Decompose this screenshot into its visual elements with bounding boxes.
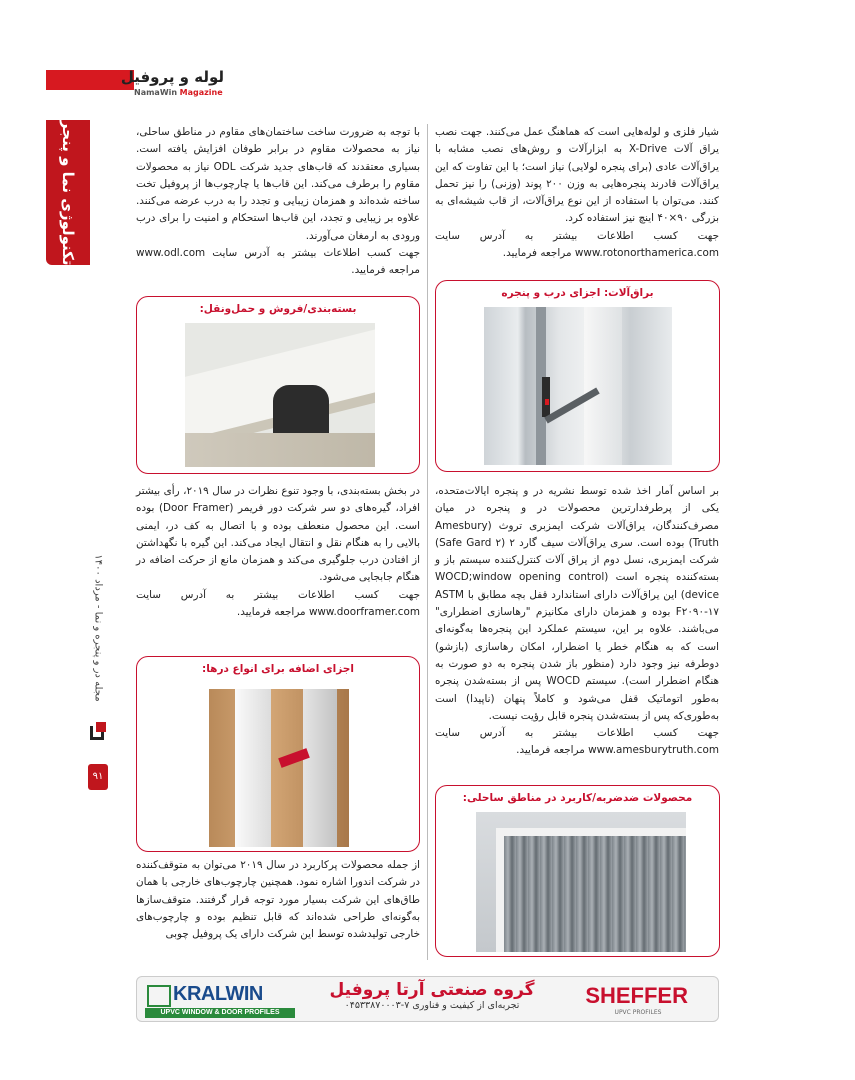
door-photo [209,689,349,847]
sheffer-logo [585,983,688,1017]
ad-subtitle: تجربه‌ای از کیفیت و فناوری ۷-۰۴۵۳۳۸۷۰۰۰۳ [344,1000,520,1011]
link-line: جهت کسب اطلاعات بیشتر به آدرس سایت www.amesburytruth.com مراجعه فرمایید. [435,725,719,760]
figure-caption: محصولات ضدضربه/کاربرد در مناطق ساحلی: [462,792,693,804]
right-column-body [435,483,719,760]
figure-impact-window [435,785,720,957]
left-column-intro [136,124,420,280]
figure-packaging [136,296,420,474]
link-url[interactable]: www.amesburytruth.com [588,744,719,757]
link-url[interactable]: www.doorframer.com [308,606,420,619]
magazine-mark-icon [86,722,110,752]
link-url[interactable]: www.rotonorthamerica.com [574,247,719,260]
page-number: ۹۱ [88,764,108,790]
link-line: جهت کسب اطلاعات بیشتر به آدرس سایت www.doorframer.com مراجعه فرمایید. [136,587,420,622]
kralwin-name: KRALWIN [173,983,263,1005]
section-tab [46,110,90,265]
figure-caption: براق‌آلات: اجزای درب و پنجره [501,287,654,299]
logo-subtitle [134,88,223,97]
logo-brand: NamaWin [134,88,178,97]
paragraph: از جمله محصولات پرکاربرد در سال ۲۰۱۹ می‌توان به متوقف‌کننده در شرکت اندورا اشاره نمود. همچنین چارچوب‌های خارجی با همان طاق‌های این شرکت بسیار مورد توجه قرار گرفتند. متوقف‌سازها به‌گونه‌ای طراحی شده‌اند که قابل تنظیم بوده و چارچوب‌های خارجی تولیدشده توسط این شرکت دارای یک پروفیل چوبی [136,859,420,941]
ad-title: گروه صنعتی آرتا پروفیل [329,980,535,1000]
sheffer-tagline: UPVC PROFILES [614,1009,662,1016]
right-column-intro [435,124,719,262]
window-photo [476,812,686,952]
logo-title: لوله و پروفیل [120,68,224,86]
paragraph: با توجه به ضرورت ساخت ساختمان‌های مقاوم در مناطق ساحلی، نیاز به محصولات مقاوم در برابر طوفان افزایش یافته است. بسیاری معتقدند که قاب‌های جدید شرکت ODL نیاز به محصولات مقاوم را برطرف می‌کند. این قاب‌ها یا چارچوب‌ها از پروفیل تخت ساخته شده‌اند و همزمان زیبایی و تجدد را به درب عرضه می‌کنند. علاوه بر زیبایی و تجدد، این قاب‌ها استحکام و امنیت را برای درب ورودی به ارمغان می‌آورند. [136,126,420,242]
section-tab-label: تکنولوژی نما و پنجره [59,110,77,265]
advertisement-banner[interactable] [136,976,719,1022]
link-url[interactable]: www.odl.com [136,247,206,260]
issue-info [88,540,108,715]
left-column-body [136,483,420,621]
kralwin-tagline: UPVC WINDOW & DOOR PROFILES [145,1008,295,1018]
magazine-logo [46,68,224,98]
window-icon [147,985,171,1007]
kralwin-logo [145,983,295,1017]
sheffer-name: SHEFFER [585,983,688,1008]
hardware-photo [484,307,672,465]
link-line: جهت کسب اطلاعات بیشتر به آدرس سایت www.rotonorthamerica.com مراجعه فرمایید. [435,228,719,263]
column-divider [427,124,428,960]
ad-company [307,980,557,1011]
figure-caption: بسته‌بندی/فروش و حمل‌ونقل: [199,303,357,315]
paragraph: در بخش بسته‌بندی، با وجود تنوع نظرات در سال ۲۰۱۹، رأی بیشتر افراد، گیره‌های دو سر شرکت دور فریمر (Door Framer) بوده است. این محصول منعطف بوده و با اتصال به کف در، ایمنی بالایی را به هنگام نقل و انتقال ایجاد می‌کند. این گیره با نگهداشتن از افتادن درب جلوگیری می‌کند و همزمان مانع از حرکت اضافه در هنگام جابجایی می‌شود. [136,485,421,584]
figure-caption: اجزای اضافه برای انواع درها: [202,663,354,675]
paragraph: شیار فلزی و لوله‌هایی است که هماهنگ عمل می‌کنند. جهت نصب یراق آلات X-Drive به ابزارآلات و روش‌های نصب مشابه با یراق‌آلات عادی (برای پنجره لولایی) نیاز است؛ با این تفاوت که این یراق‌آلات قادرند پنجره‌هایی به وزن ۲۰۰ پوند (وزنی) را نیز تحمل کنند. می‌توان با استفاده از این نوع یراق‌آلات، از قاب شیشه‌ای به بزرگی ۹۰×۴۰ اینچ نیز استفاده کرد. [435,126,719,225]
paragraph: بر اساس آمار اخذ شده توسط نشریه در و پنجره ایالات‌متحده، یکی از پرطرفدارترین محصولات در و پنجره در میان مصرف‌کنندگان، یراق‌آلات شرکت ایمزبری تروث (Amesbury Truth) بوده است. سری یراق‌آلات سیف گارد ۲ (Safe Gard ۲) شرکت ایمزبری، نسل دوم از یراق آلات کنترل‌کننده سیستم باز و بسته‌کننده پنجره است (WOCD;window opening control device) این یراق‌آلات دارای استاندارد قفل بچه مطابق با ASTM F۲۰۹۰-۱۷ بوده و همزمان دارای مکانیزم "رهاسازی اضطراری" می‌باشند. علاوه بر این، سیستم عملکرد این پنجره‌ها به‌گونه‌ای است که به هنگام خطر یا اضطرار، امکان رهاسازی (بازشو) دوطرفه نیز وجود دارد (منظور باز شدن پنجره به دو صورت به هنگام اضطرار است). سیستم WOCD پس از بسته‌شدن پنجره به‌طور اتوماتیک قفل می‌شود و کاملاً پنهان (ناپیدا) است به‌طوری‌که پس از بسته‌شدن پنجره قابل رؤیت نیست. [435,485,720,722]
figure-hardware [435,280,720,472]
left-column-last [136,857,420,943]
issue-info-label: مجله در و پنجره و نما - مرداد ۱۴۰۰ [92,553,104,702]
packaging-photo [185,323,375,467]
figure-door-accessories [136,656,420,852]
link-line: جهت کسب اطلاعات بیشتر به آدرس سایت www.odl.com مراجعه فرمایید. [136,247,420,277]
logo-magazine-word: Magazine [179,88,223,97]
